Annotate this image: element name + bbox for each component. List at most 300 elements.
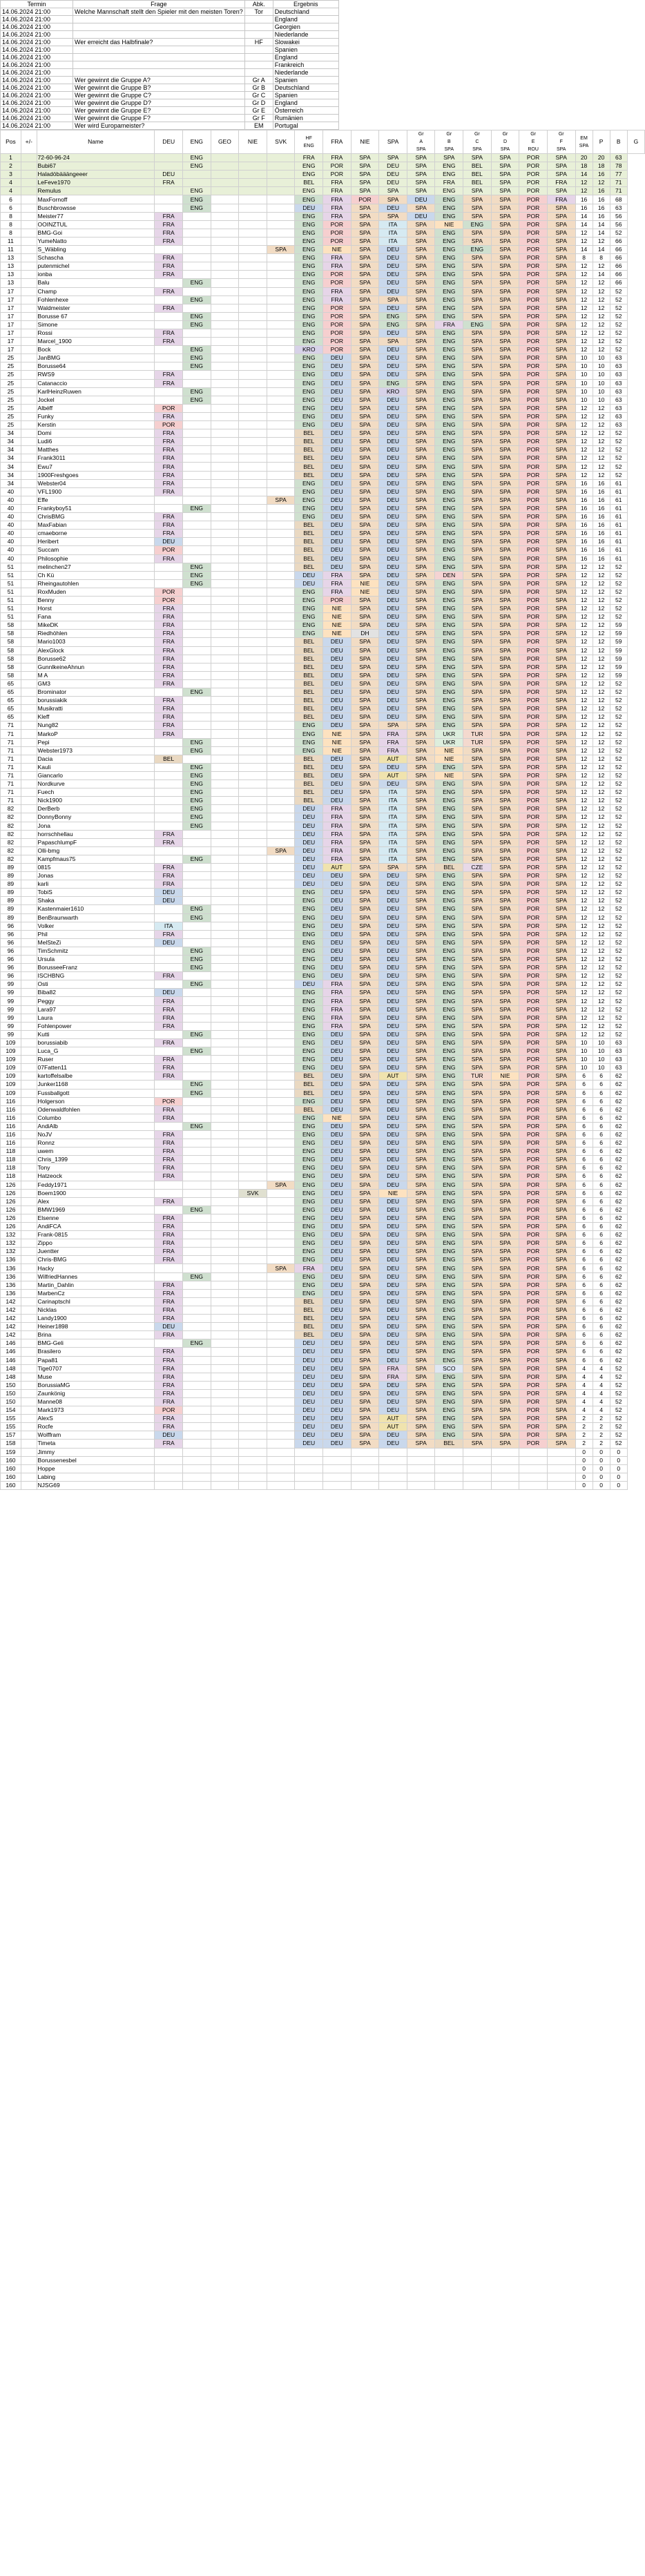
participant-name[interactable]: Webster1973	[37, 746, 155, 755]
answer-cell: SPA	[463, 688, 492, 697]
answer-cell: SPA	[463, 855, 492, 863]
answer-cell	[267, 271, 295, 279]
participant-name[interactable]: Ronnz	[37, 1139, 155, 1147]
participant-name[interactable]: Fohlenpower	[37, 1022, 155, 1030]
participant-name[interactable]: Frank3011	[37, 454, 155, 463]
answer-cell	[155, 1047, 183, 1056]
participant-name[interactable]: Osti	[37, 980, 155, 989]
answer-cell: POR	[323, 271, 352, 279]
answer-cell	[267, 1356, 295, 1364]
answer-cell: ENG	[435, 479, 463, 487]
answer-cell: FRA	[323, 179, 352, 187]
answer-cell	[239, 872, 267, 880]
rank-position: 116	[1, 1097, 21, 1105]
answer-cell	[239, 705, 267, 713]
participant-name[interactable]: 07Fatten11	[37, 1064, 155, 1072]
rank-change	[21, 1281, 37, 1289]
score-b: 12	[593, 329, 610, 337]
rank-change	[21, 287, 37, 296]
answer-cell: ENG	[182, 947, 211, 955]
participant-name[interactable]: Junker1168	[37, 1081, 155, 1089]
answer-cell: ENG	[295, 354, 323, 362]
participant-name[interactable]: Zippo	[37, 1239, 155, 1248]
participant-name[interactable]: karli	[37, 880, 155, 889]
answer-cell: ENG	[182, 763, 211, 771]
participant-name[interactable]: Kastenmaier1610	[37, 905, 155, 913]
answer-cell: POR	[519, 822, 548, 830]
answer-cell: POR	[519, 630, 548, 638]
answer-cell: ENG	[435, 371, 463, 379]
participant-name[interactable]: Catanaccio	[37, 379, 155, 387]
participant-name[interactable]: LeFeve1970	[37, 179, 155, 187]
answer-cell	[182, 655, 211, 663]
participant-name[interactable]: Succam	[37, 546, 155, 554]
participant-name[interactable]: Hoppe	[37, 1464, 155, 1473]
table-row	[1, 638, 645, 646]
participant-name[interactable]: Kampfmaus75	[37, 855, 155, 863]
participant-name[interactable]: Tony	[37, 1164, 155, 1172]
participant-name[interactable]: Horst	[37, 605, 155, 613]
answer-cell: DEU	[323, 1030, 352, 1038]
rank-position: 89	[1, 889, 21, 897]
participant-name[interactable]: PapaschlumpF	[37, 838, 155, 846]
participant-name[interactable]: Labing	[37, 1473, 155, 1481]
participant-name[interactable]: horrschhellau	[37, 830, 155, 838]
participant-name[interactable]: Papa81	[37, 1356, 155, 1364]
participant-name[interactable]: Frankyboy51	[37, 504, 155, 512]
participant-name[interactable]: 1900Freshgoes	[37, 471, 155, 479]
participant-name[interactable]: Juentter	[37, 1248, 155, 1256]
participant-name[interactable]: ionba	[37, 271, 155, 279]
table-row	[1, 813, 645, 822]
answer-cell	[267, 797, 295, 805]
answer-cell: SPA	[547, 930, 575, 938]
participant-name[interactable]: Brominator	[37, 688, 155, 697]
answer-cell: SPA	[463, 1315, 492, 1323]
score-p: 12	[575, 822, 593, 830]
participant-name[interactable]: M A	[37, 671, 155, 679]
participant-name[interactable]: kartoffelsalbe	[37, 1072, 155, 1081]
answer-cell	[155, 1205, 183, 1214]
participant-name[interactable]: Heiner1898	[37, 1323, 155, 1331]
participant-name[interactable]: Tige0707	[37, 1364, 155, 1373]
participant-name[interactable]: JanBMG	[37, 354, 155, 362]
participant-name[interactable]: Borusse 67	[37, 312, 155, 320]
participant-name[interactable]: S_Wäbling	[37, 246, 155, 254]
participant-name[interactable]: Nick1900	[37, 797, 155, 805]
participant-name[interactable]: Elsenne	[37, 1214, 155, 1222]
participant-name[interactable]: Ludi6	[37, 438, 155, 446]
answer-cell: SPA	[463, 1022, 492, 1030]
participant-name[interactable]: Jona	[37, 822, 155, 830]
answer-cell: ENG	[435, 813, 463, 822]
question-text: Wer gewinnt die Gruppe C?	[73, 92, 245, 99]
participant-name[interactable]: Kauli	[37, 763, 155, 771]
participant-name[interactable]: Benny	[37, 596, 155, 604]
rank-position: 51	[1, 563, 21, 571]
participant-name[interactable]: Buschbrowsse	[37, 204, 155, 212]
answer-cell: ENG	[295, 513, 323, 521]
answer-cell	[239, 262, 267, 271]
answer-cell: SPA	[407, 722, 435, 730]
answer-cell: SPA	[463, 479, 492, 487]
participant-name[interactable]: Meister77	[37, 212, 155, 220]
participant-name[interactable]: Landy1900	[37, 1315, 155, 1323]
participant-name[interactable]: Chris_1399	[37, 1156, 155, 1164]
participant-name[interactable]: Rheingautohlen	[37, 579, 155, 588]
participant-name[interactable]: WilfriedHannes	[37, 1272, 155, 1281]
answer-cell	[491, 1448, 519, 1456]
participant-name[interactable]: Hatzeock	[37, 1172, 155, 1181]
participant-name[interactable]: Phil	[37, 930, 155, 938]
participant-name[interactable]: 0815	[37, 863, 155, 871]
rank-position: 146	[1, 1348, 21, 1356]
participant-name[interactable]: RWS9	[37, 371, 155, 379]
answer-cell: SPA	[491, 312, 519, 320]
answer-cell: SPA	[463, 1415, 492, 1423]
participant-name[interactable]: ChrisBMG	[37, 513, 155, 521]
answer-cell	[267, 404, 295, 412]
participant-name[interactable]: Chris-BMG	[37, 1256, 155, 1264]
participant-name[interactable]: Zaunkönig	[37, 1389, 155, 1397]
answer-cell: ENG	[182, 346, 211, 354]
participant-name[interactable]: OOINZTUL	[37, 220, 155, 229]
answer-cell: SPA	[547, 1139, 575, 1147]
participant-name[interactable]: Columbo	[37, 1114, 155, 1122]
rank-position: 25	[1, 387, 21, 396]
participant-name[interactable]: Manne08	[37, 1397, 155, 1406]
participant-name[interactable]: melinchen27	[37, 563, 155, 571]
answer-cell: BEL	[295, 1081, 323, 1089]
answer-cell	[239, 722, 267, 730]
participant-name[interactable]: Borussenesbel	[37, 1456, 155, 1464]
answer-cell: SPA	[547, 1356, 575, 1364]
participant-name[interactable]: Peggy	[37, 997, 155, 1005]
answer-cell	[211, 1038, 239, 1047]
answer-cell: DEU	[323, 1231, 352, 1239]
participant-name[interactable]: Volker	[37, 922, 155, 930]
participant-name[interactable]: Bock	[37, 346, 155, 354]
participant-name[interactable]: KarlHeinzRuwen	[37, 387, 155, 396]
participant-name[interactable]: YumeNatto	[37, 237, 155, 245]
participant-name[interactable]: AndiFCA	[37, 1223, 155, 1231]
answer-cell: ENG	[295, 1172, 323, 1181]
participant-name[interactable]: putenmichel	[37, 262, 155, 271]
participant-name[interactable]: Laura	[37, 1014, 155, 1022]
answer-cell	[155, 320, 183, 329]
participant-name[interactable]: Balu	[37, 279, 155, 287]
answer-cell: POR	[519, 771, 548, 779]
participant-name[interactable]: Rocfe	[37, 1423, 155, 1431]
participant-name[interactable]: Riedhöhlen	[37, 630, 155, 638]
participant-name[interactable]: Marcel_1900	[37, 338, 155, 346]
rank-position: 40	[1, 546, 21, 554]
score-p: 12	[575, 989, 593, 997]
participant-name[interactable]: Haladöbääängeeer	[37, 171, 155, 179]
answer-cell	[211, 989, 239, 997]
score-p: 6	[575, 1205, 593, 1214]
answer-cell: SPA	[547, 438, 575, 446]
answer-cell: DEU	[323, 1081, 352, 1089]
participant-name[interactable]: Fohlenhexe	[37, 296, 155, 304]
answer-cell: SPA	[547, 496, 575, 504]
score-g: 62	[610, 1331, 627, 1339]
score-p: 16	[575, 479, 593, 487]
participant-name[interactable]: Nicklas	[37, 1306, 155, 1314]
participant-name[interactable]: borussiabib	[37, 1038, 155, 1047]
participant-name[interactable]: MikeDK	[37, 621, 155, 630]
rank-position: 126	[1, 1205, 21, 1214]
participant-name[interactable]: 72-60-96-24	[37, 154, 155, 162]
participant-name[interactable]: Odenwaldfohlen	[37, 1105, 155, 1114]
participant-name[interactable]: Nordkurve	[37, 780, 155, 788]
answer-cell: SPA	[407, 813, 435, 822]
answer-cell	[239, 287, 267, 296]
participant-name[interactable]: BorusseeFranz	[37, 964, 155, 972]
participant-name[interactable]: AlexS	[37, 1415, 155, 1423]
participant-name[interactable]: Waldmeister	[37, 304, 155, 312]
score-p: 12	[575, 329, 593, 337]
answer-cell	[267, 1189, 295, 1197]
participant-name[interactable]: Ch Kü	[37, 571, 155, 579]
participant-name[interactable]: Boem1900	[37, 1189, 155, 1197]
answer-cell: POR	[519, 271, 548, 279]
answer-cell	[239, 596, 267, 604]
participant-name[interactable]: Dacia	[37, 755, 155, 763]
participant-name[interactable]: Wolffram	[37, 1431, 155, 1440]
participant-name[interactable]: Feddy1971	[37, 1181, 155, 1189]
participant-name[interactable]: Jockel	[37, 396, 155, 404]
score-b: 12	[593, 897, 610, 905]
answer-cell: FRA	[155, 479, 183, 487]
answer-cell: ENG	[435, 1005, 463, 1014]
participant-name[interactable]: BenBraunwarth	[37, 913, 155, 922]
participant-name[interactable]: Muse	[37, 1373, 155, 1381]
participant-name[interactable]: Kutti	[37, 1030, 155, 1038]
participant-name[interactable]: TobiS	[37, 889, 155, 897]
participant-name[interactable]: Jonas	[37, 872, 155, 880]
participant-name[interactable]: MarbenCz	[37, 1289, 155, 1297]
answer-cell: SPA	[491, 1022, 519, 1030]
participant-name[interactable]: Nung82	[37, 722, 155, 730]
answer-cell	[239, 805, 267, 813]
participant-name[interactable]: Remulus	[37, 187, 155, 195]
score-b: 4	[593, 1373, 610, 1381]
participant-name[interactable]: Giancarlo	[37, 771, 155, 779]
participant-name[interactable]: Funky	[37, 412, 155, 420]
answer-cell: SPA	[267, 1181, 295, 1189]
answer-cell: ENG	[435, 663, 463, 671]
score-b: 6	[593, 1164, 610, 1172]
answer-cell	[267, 671, 295, 679]
answer-cell: SPA	[351, 913, 379, 922]
participant-name[interactable]: Martin_Dahlin	[37, 1281, 155, 1289]
participant-name[interactable]: Effe	[37, 496, 155, 504]
participant-name[interactable]: NoJV	[37, 1130, 155, 1139]
participant-name[interactable]: RoxMuden	[37, 588, 155, 596]
answer-cell: FRA	[155, 1105, 183, 1114]
participant-name[interactable]: Ruser	[37, 1056, 155, 1064]
participant-name[interactable]: Olli-bmg	[37, 846, 155, 855]
answer-cell: POR	[519, 1431, 548, 1440]
participant-name[interactable]: Domi	[37, 429, 155, 438]
answer-cell: SPA	[547, 579, 575, 588]
column-header: SPA	[379, 130, 407, 154]
participant-name[interactable]: DerBerb	[37, 805, 155, 813]
score-p: 10	[575, 1047, 593, 1056]
answer-cell: FRA	[323, 846, 352, 855]
participant-name[interactable]: Matthes	[37, 446, 155, 454]
score-b: 6	[593, 1197, 610, 1205]
score-g: 61	[610, 546, 627, 554]
participant-name[interactable]: cmaeborne	[37, 530, 155, 538]
answer-cell: DEU	[295, 822, 323, 830]
participant-name[interactable]: borussiakik	[37, 697, 155, 705]
participant-name[interactable]: MelSteZi	[37, 938, 155, 947]
participant-name[interactable]: Shaka	[37, 897, 155, 905]
answer-cell: SPA	[351, 187, 379, 195]
answer-cell: DEU	[295, 863, 323, 871]
participant-name[interactable]: GM3	[37, 679, 155, 688]
score-p: 6	[575, 1114, 593, 1122]
answer-cell: SPA	[547, 446, 575, 454]
participant-name[interactable]: Fussballgott	[37, 1089, 155, 1097]
answer-cell: SPA	[547, 1381, 575, 1389]
answer-cell	[267, 179, 295, 187]
participant-name[interactable]: Kerstin	[37, 421, 155, 429]
participant-name[interactable]: BMG-Geli	[37, 1339, 155, 1348]
participant-name[interactable]: Hacky	[37, 1264, 155, 1272]
participant-name[interactable]: Ewu7	[37, 463, 155, 471]
participant-name[interactable]: Simone	[37, 320, 155, 329]
answer-cell	[519, 1473, 548, 1481]
answer-cell: ENG	[435, 329, 463, 337]
participant-name[interactable]: GunnlkeineAhnun	[37, 663, 155, 671]
participant-name[interactable]: VFL1900	[37, 487, 155, 496]
participant-name[interactable]: Jimmy	[37, 1448, 155, 1456]
answer-cell	[267, 538, 295, 546]
participant-name[interactable]: BMG-Goi	[37, 229, 155, 237]
participant-name[interactable]: Borusse64	[37, 362, 155, 371]
answer-cell	[155, 496, 183, 504]
score-b: 16	[593, 538, 610, 546]
score-b: 12	[593, 613, 610, 621]
answer-cell: POR	[519, 838, 548, 846]
participant-name[interactable]: Fuech	[37, 788, 155, 797]
participant-name[interactable]: Holgerson	[37, 1097, 155, 1105]
participant-name[interactable]: Carinaptschl	[37, 1297, 155, 1306]
table-row	[1, 1105, 645, 1114]
participant-name[interactable]: Pepi	[37, 738, 155, 746]
participant-name[interactable]: BorussiaMG	[37, 1381, 155, 1389]
participant-name[interactable]: Rossi	[37, 329, 155, 337]
answer-cell: ENG	[435, 763, 463, 771]
participant-name[interactable]: NJSG69	[37, 1481, 155, 1489]
participant-name[interactable]: Borusse62	[37, 655, 155, 663]
answer-cell	[239, 538, 267, 546]
participant-name[interactable]: Bubi67	[37, 162, 155, 171]
answer-cell	[211, 1281, 239, 1289]
participant-name[interactable]: MarkoP	[37, 730, 155, 738]
answer-cell	[239, 521, 267, 530]
score-p: 16	[575, 546, 593, 554]
participant-name[interactable]: MaxFornoff	[37, 195, 155, 204]
participant-name[interactable]: Frank-0815	[37, 1231, 155, 1239]
answer-cell	[211, 763, 239, 771]
score-b: 10	[593, 387, 610, 396]
answer-cell: DH	[351, 630, 379, 638]
score-p: 6	[575, 1089, 593, 1097]
answer-cell: ENG	[435, 697, 463, 705]
answer-cell: SPA	[547, 454, 575, 463]
answer-cell: SPA	[491, 195, 519, 204]
participant-name[interactable]: Schascha	[37, 254, 155, 262]
participant-name[interactable]: Fana	[37, 613, 155, 621]
participant-name[interactable]: Ursula	[37, 956, 155, 964]
participant-name[interactable]: Champ	[37, 287, 155, 296]
participant-name[interactable]: TimSchmitz	[37, 947, 155, 955]
participant-name[interactable]: Philosophie	[37, 554, 155, 563]
answer-cell: DEU	[295, 1406, 323, 1415]
answer-cell	[267, 1289, 295, 1297]
participant-name[interactable]: Brasilero	[37, 1348, 155, 1356]
answer-cell: DEU	[379, 1389, 407, 1397]
participant-name[interactable]: MaxFabian	[37, 521, 155, 530]
participant-name[interactable]: Timeta	[37, 1440, 155, 1448]
score-p: 6	[575, 1081, 593, 1089]
rank-position: 51	[1, 596, 21, 604]
participant-name[interactable]: Biba82	[37, 989, 155, 997]
answer-cell	[182, 1181, 211, 1189]
participant-name[interactable]: Heribert	[37, 538, 155, 546]
score-g: 52	[610, 1389, 627, 1397]
answer-cell: ENG	[295, 320, 323, 329]
answer-cell: SPA	[351, 513, 379, 521]
participant-name[interactable]: Brina	[37, 1331, 155, 1339]
score-p: 10	[575, 387, 593, 396]
answer-cell: ENG	[295, 596, 323, 604]
participant-name[interactable]: Albéff	[37, 404, 155, 412]
participant-name[interactable]: Mark1973	[37, 1406, 155, 1415]
answer-cell: FRA	[155, 487, 183, 496]
participant-name[interactable]: BMW1969	[37, 1205, 155, 1214]
participant-name[interactable]: Musikratti	[37, 705, 155, 713]
participant-name[interactable]: Lara97	[37, 1005, 155, 1014]
participant-name[interactable]: Alex	[37, 1197, 155, 1205]
participant-name[interactable]: Kleff	[37, 713, 155, 722]
participant-name[interactable]: AndiAlb	[37, 1122, 155, 1130]
participant-name[interactable]: AlexGlock	[37, 646, 155, 655]
answer-cell: SPA	[491, 1406, 519, 1415]
answer-cell	[351, 1456, 379, 1464]
score-b: 12	[593, 421, 610, 429]
answer-cell: SPA	[267, 246, 295, 254]
answer-cell: ENG	[295, 1197, 323, 1205]
answer-cell: ENG	[435, 1214, 463, 1222]
answer-cell: SPA	[407, 797, 435, 805]
participant-name[interactable]: ISCHBNG	[37, 972, 155, 980]
answer-cell: SPA	[491, 997, 519, 1005]
participant-name[interactable]: DonnyBonny	[37, 813, 155, 822]
answer-cell: DEU	[323, 956, 352, 964]
participant-name[interactable]: Webster04	[37, 479, 155, 487]
answer-cell: SPA	[547, 913, 575, 922]
participant-name[interactable]: Mario1003	[37, 638, 155, 646]
participant-name[interactable]: Luca_G	[37, 1047, 155, 1056]
answer-cell: POR	[519, 446, 548, 454]
participant-name[interactable]: uwem	[37, 1147, 155, 1156]
answer-cell: SPA	[351, 788, 379, 797]
